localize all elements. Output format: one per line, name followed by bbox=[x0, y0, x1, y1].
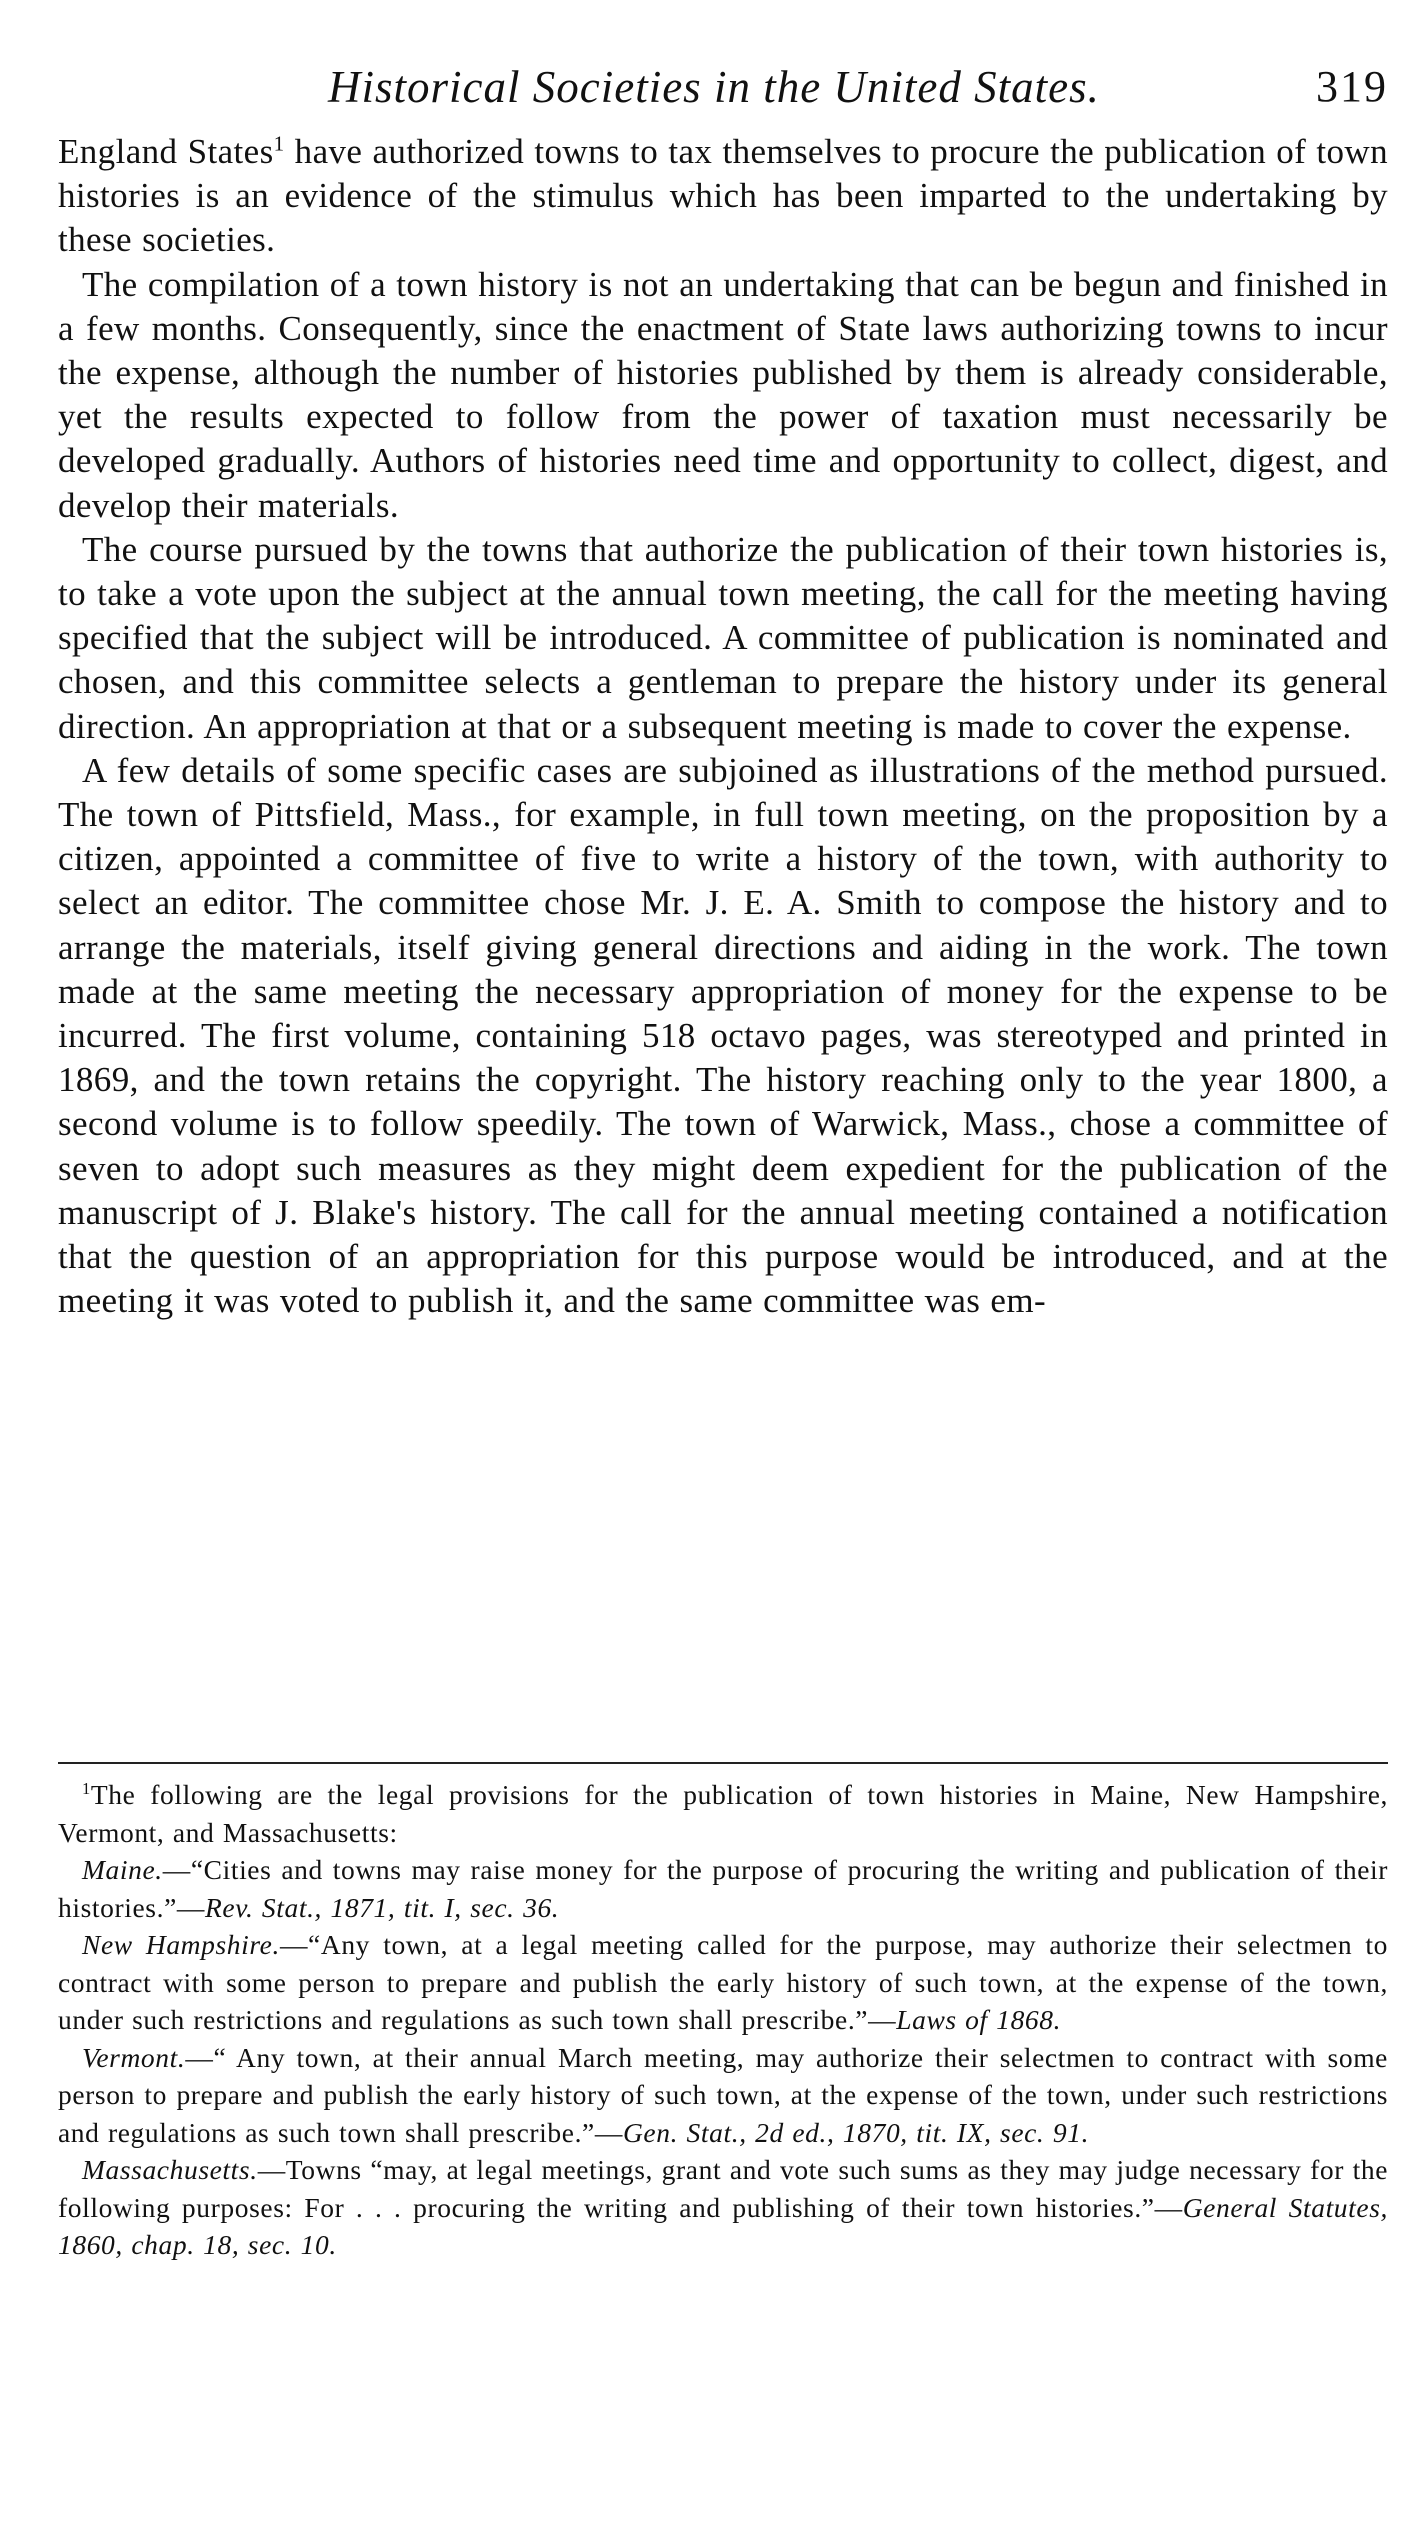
paragraph-text: England States bbox=[58, 132, 274, 171]
state-label: Massachusetts. bbox=[82, 2154, 258, 2185]
running-title: Historical Societies in the United States. bbox=[328, 62, 1100, 112]
footnote-marker: 1 bbox=[82, 1779, 91, 1799]
footnote-divider bbox=[58, 1762, 1388, 1764]
footnote-text: —“Any town, at a legal meeting called for the purpose, may authorize their selectmen to contract with some person to prepare and publish the early history of such town, at the expense of the town, under such restrictions and regulations as such town shall prescribe.”— bbox=[58, 1929, 1388, 2035]
paragraph-text: have authorized towns to tax themselves to procure the publication of town histories is an evidence of the stimulus which has been imparted to the undertaking by these societies. bbox=[58, 132, 1388, 260]
citation: Rev. Stat., 1871, tit. I, sec. 36. bbox=[204, 1891, 560, 1923]
footnote-text: —Towns “may, at legal meetings, grant and vote such sums as they may judge necessary for the following purposes: For . . . procuring the writing and publishing of their town histories.”— bbox=[58, 2154, 1388, 2223]
footnote-massachusetts bbox=[58, 2151, 1388, 2264]
running-head bbox=[58, 52, 1388, 122]
footnote-new-hampshire bbox=[58, 1926, 1388, 2039]
paragraph: The course pursued by the towns that authorize the publication of their town histories is, to take a vote upon the subject at the annual town meeting, the call for the meeting having specified that the subject will be introduced. A committee of publication is nominated and chosen, and this committee selects a gentleman to prepare the history under its general direction. An appropriation at that or a subsequent meeting is made to cover the expense. bbox=[58, 529, 1388, 746]
page-number: 319 bbox=[1316, 62, 1388, 111]
citation: Laws of 1868. bbox=[896, 2004, 1062, 2035]
state-label: Vermont. bbox=[82, 2041, 186, 2073]
citation: General Statutes, 1860, chap. 18, sec. 10. bbox=[58, 2191, 1388, 2260]
state-label: Maine. bbox=[82, 1854, 163, 1885]
state-label: New Hampshire. bbox=[82, 1929, 280, 1960]
paragraph: A few details of some specific cases are subjoined as illustrations of the method pursued. The town of Pittsfield, Mass., for example, in full town meeting, on the proposition by a citizen, appointed a committee of five to write a history of the town, with authority to select an editor. The committee chose Mr. J. E. A. Smith to compose the history and to arrange the materials, itself giving general directions and aiding in the work. The town made at the same meeting the necessary appropriation of money for the expense to be incurred. The first volume, containing 518 octavo pages, was stereotyped and printed in 1869, and the town retains the copyright. The history reaching only to the year 1800, a second volume is to follow speedily. The town of Warwick, Mass., chose a committee of seven to adopt such measures as they might deem expedient for the publication of the manuscript of J. Blake's history. The call for the annual meeting contained a notification that the question of an appropriation for this purpose would be introduced, and at the meeting it was voted to publish it, and the same committee was em- bbox=[58, 750, 1388, 1321]
footnotes bbox=[58, 1776, 1388, 2264]
paragraph: The compilation of a town history is not an undertaking that can be begun and finished in a few months. Consequently, since the enactment of State laws authorizing towns to incur the expense, although the number of histories published by them is already considerable, yet the results expected to follow from the power of taxation must necessarily be developed gradually. Authors of histories need time and opportunity to collect, digest, and develop their materials. bbox=[58, 264, 1388, 525]
footnote-text: —“Cities and towns may raise money for the purpose of procuring the writing and publication of their histories.”— bbox=[58, 1854, 1388, 1923]
footnote-text: —“ Any town, at their annual March meeting, may authorize their selectmen to contract with some person to prepare and publish the early history of such town, at the expense of the town, under such restrictions and regulations as such town shall prescribe.”— bbox=[58, 2041, 1388, 2148]
footnote-intro bbox=[58, 1776, 1388, 1851]
footnote-reference: 1 bbox=[273, 131, 285, 156]
footnote-maine bbox=[58, 1851, 1388, 1926]
main-text bbox=[58, 130, 1388, 1323]
citation: Gen. Stat., 2d ed., 1870, tit. IX, sec. 91. bbox=[622, 2116, 1090, 2148]
footnote-text: The following are the legal provisions for the publication of town histories in Maine, New Hampshire, Vermont, and Massachusetts: bbox=[58, 1779, 1388, 1848]
footnote-vermont bbox=[58, 2039, 1388, 2152]
paragraph-continued bbox=[58, 130, 1388, 263]
